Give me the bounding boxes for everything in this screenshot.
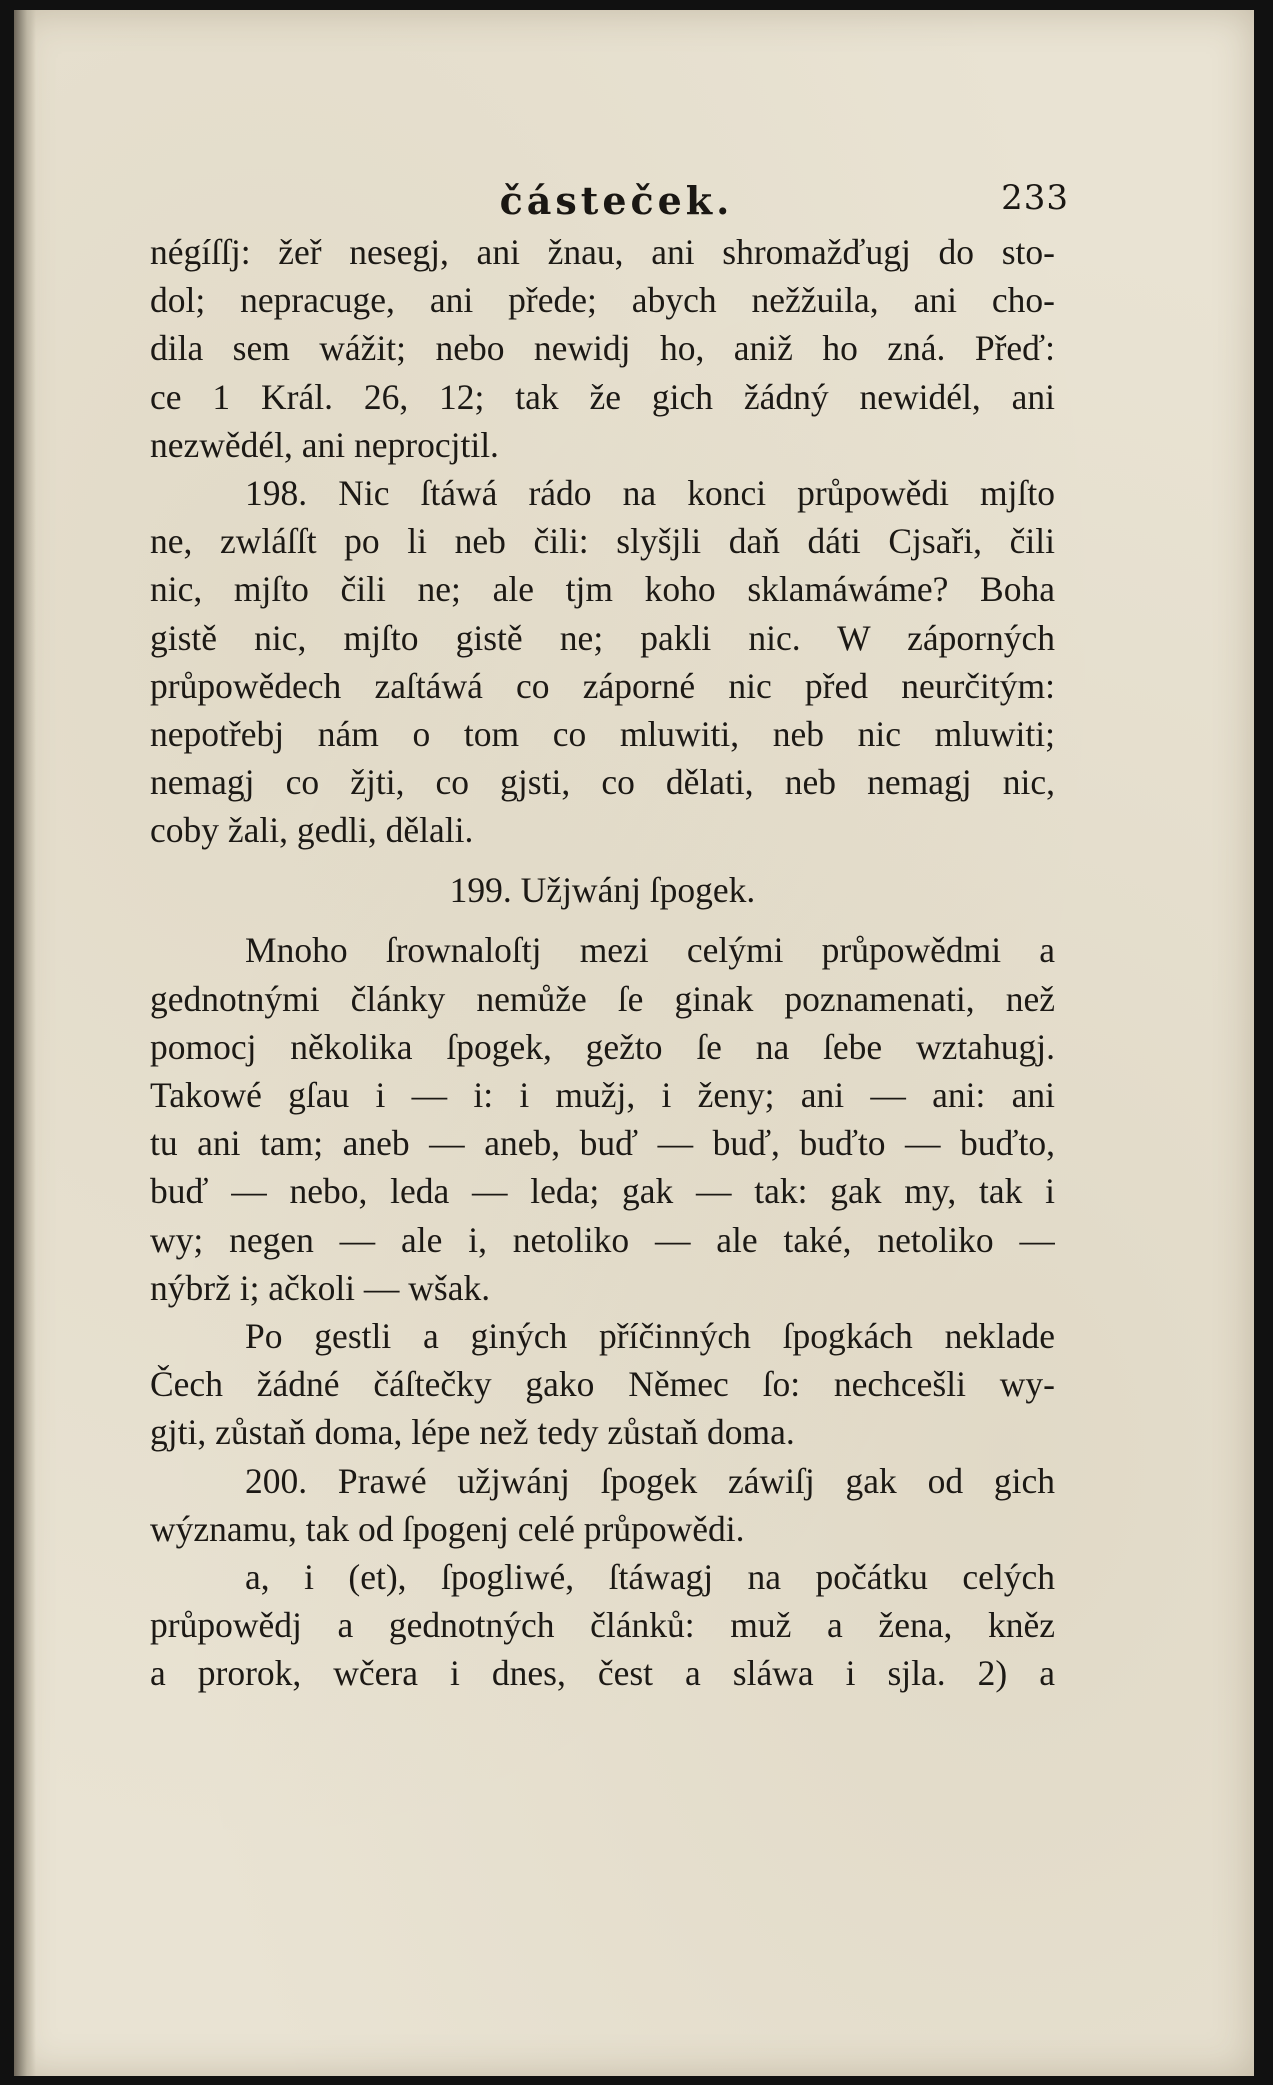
text-line: a, i (et), ſpogliwé, ſtáwagj na počátku celých bbox=[245, 1556, 1055, 1597]
body-text bbox=[150, 228, 1055, 1697]
text-line: nýbrž i; ačkoli — wšak. bbox=[150, 1267, 491, 1308]
page-header bbox=[164, 178, 1069, 234]
text-line: ne, zwláſſt po li neb čili: slyšjli daň dáti Cjsaři, čili bbox=[150, 521, 1055, 562]
text-line: Čech žádné čáſtečky gako Němec ſo: nechcešli wy- bbox=[150, 1364, 1055, 1405]
text-line: nemagj co žjti, co gjsti, co dělati, neb nemagj nic, bbox=[150, 762, 1055, 803]
text-line: průpowědj a gednotných článků: muž a žena, kněz bbox=[150, 1605, 1055, 1646]
text-line: nic, mjſto čili ne; ale tjm koho sklamáwáme? Boha bbox=[150, 569, 1055, 610]
text-line: Mnoho ſrownaloſtj mezi celými průpowědmi a bbox=[245, 930, 1055, 971]
page-spine-shadow bbox=[14, 10, 36, 2076]
text-line: wy; negen — ale i, netoliko — ale také, netoliko — bbox=[150, 1219, 1055, 1260]
section-198-start: 198. Nic ſtáwá rádo na konci průpowědi mjſto bbox=[245, 472, 1055, 513]
text-line: Takowé gſau i — i: i mužj, i ženy; ani — ani: ani bbox=[150, 1075, 1055, 1115]
running-title: částeček. bbox=[499, 178, 734, 223]
text-line: gistě nic, mjſto gistě ne; pakli nic. W záporných bbox=[150, 617, 1055, 658]
text-line: dol; nepracuge, ani přede; abych nežžuila, ani cho- bbox=[150, 280, 1055, 321]
text-line: nepotřebj nám o tom co mluwiti, neb nic mluwiti; bbox=[150, 713, 1055, 754]
text-line: gjti, zůstaň doma, lépe než tedy zůstaň doma. bbox=[150, 1412, 795, 1453]
text-line: buď — nebo, leda — leda; gak — tak: gak my, tak i bbox=[150, 1171, 1055, 1212]
text-line: Po gestli a giných příčinných ſpogkách neklade bbox=[245, 1315, 1055, 1356]
section-199-heading: 199. Užjwánj ſpogek. bbox=[449, 870, 756, 911]
text-line: coby žali, gedli, dělali. bbox=[150, 810, 474, 851]
text-line: ce 1 Král. 26, 12; tak že gich žádný newidél, ani bbox=[150, 376, 1055, 417]
text-line: nezwědél, ani neprocjtil. bbox=[150, 424, 499, 465]
section-200-start: 200. Prawé užjwánj ſpogek záwiſj gak od gich bbox=[245, 1460, 1055, 1501]
text-line: dila sem wážit; nebo newidj ho, aniž ho zná. Přeď: bbox=[150, 328, 1055, 369]
text-line: průpowědech zaſtáwá co záporné nic před neurčitým: bbox=[150, 665, 1055, 706]
page-number: 233 bbox=[1001, 178, 1069, 218]
text-line: pomocj několika ſpogek, gežto ſe na ſebe wztahugj. bbox=[150, 1026, 1055, 1067]
text-line: a prorok, wčera i dnes, čest a sláwa i sjla. 2) a bbox=[150, 1653, 1055, 1694]
text-line: wýznamu, tak od ſpogenj celé průpowědi. bbox=[150, 1508, 745, 1549]
text-line: tu ani tam; aneb — aneb, buď — buď, buďto — buďto, bbox=[150, 1123, 1055, 1164]
text-line: gednotnými články nemůže ſe ginak poznamenati, než bbox=[150, 978, 1055, 1019]
text-line: négíſſj: žeř nesegj, ani žnau, ani shromažďugj do sto- bbox=[150, 232, 1055, 272]
